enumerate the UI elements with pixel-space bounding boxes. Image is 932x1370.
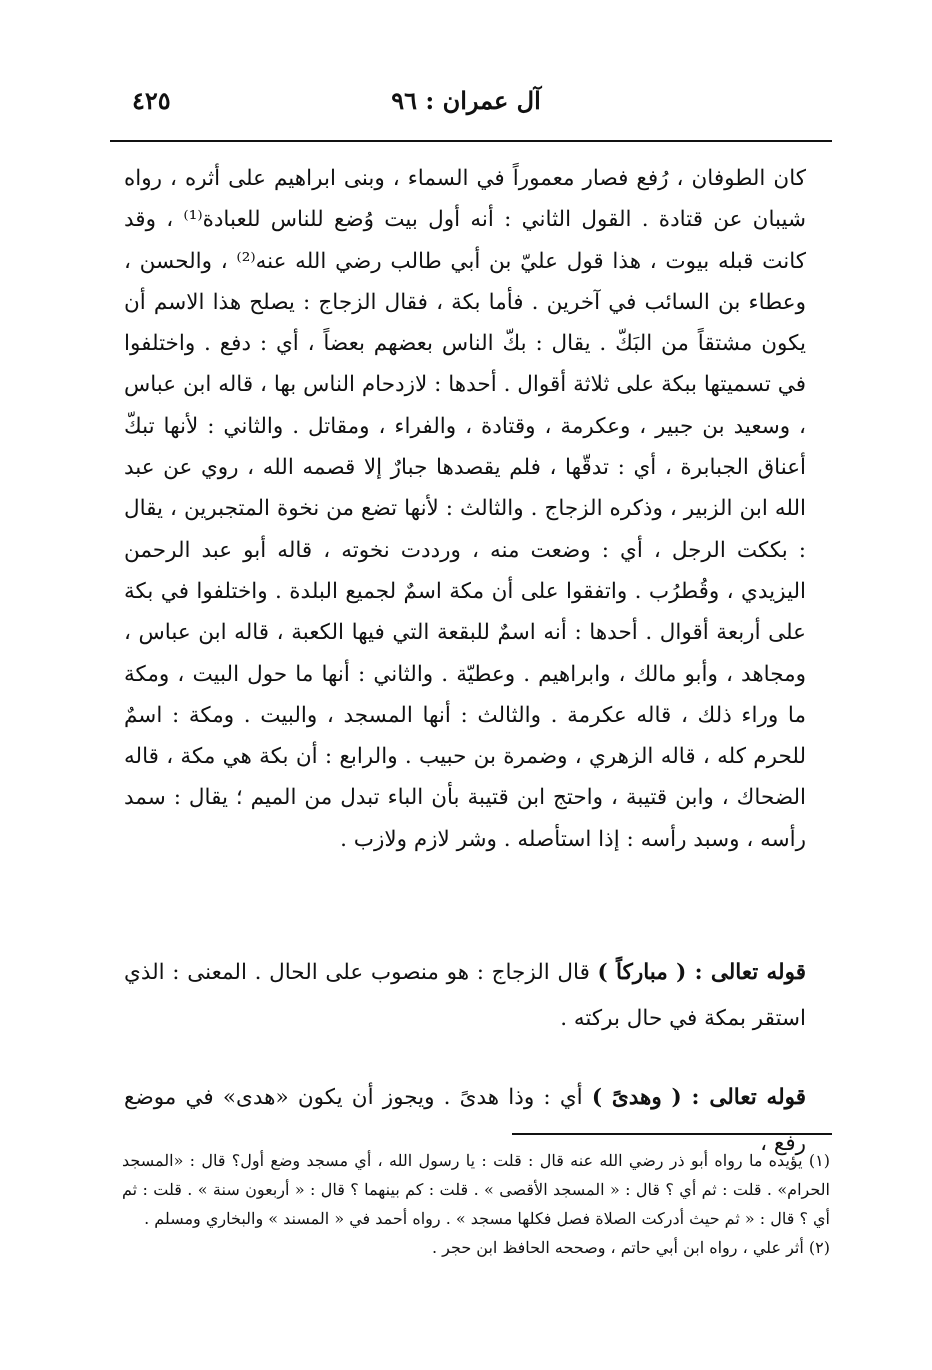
running-header <box>110 86 822 126</box>
verse-commentary-mubarakan <box>124 950 806 1042</box>
verse-commentary-text: أي : وذا هدىً . ويجوز أن يكون «هدى» في موضع رفع ، <box>124 1085 806 1156</box>
commentary-paragraph <box>124 950 806 1042</box>
footnotes <box>122 1146 830 1262</box>
verse-commentary-text: قال الزجاج : هو منصوب على الحال . المعنى : الذي استقر بمكة في حال بركته . <box>124 960 806 1031</box>
header-divider <box>110 140 832 142</box>
verse-quote-heading: قوله تعالى : ( مباركاً ) <box>597 960 806 985</box>
footnote-divider <box>512 1133 832 1135</box>
footnote-1: (١) يؤيده ما رواه أبو ذر رضي الله عنه قال : قلت : يا رسول الله ، أي مسجد وضع أول؟ قال : «المسجد الحرام» . قلت : ثم أي ؟ قال : « المسجد الأقصى » . قلت : كم بينهما ؟ قال : « أربعون سنة » . قلت : ثم أي ؟ قال : « ثم حيث أدركت الصلاة فصل فكلها مسجد » . رواه أحمد في « المسند » والبخاري ومسلم . <box>122 1151 830 1228</box>
surah-verse-title: آل عمران : ٩٦ <box>391 86 541 115</box>
commentary-paragraph: كان الطوفان ، رُفع فصار معموراً في السماء ، وبنى ابراهيم على أثره ، رواه شيبان عن قتادة . القول الثاني : أنه أول بيت وُضع للناس للعبادة⁽¹⁾ ، وقد كانت قبله بيوت ، هذا قول عليّ بن أبي طالب رضي الله عنه⁽²⁾ ، والحسن ، وعطاء بن السائب في آخرين . فأما بكة ، فقال الزجاج : يصلح هذا الاسم أن يكون مشتقاً من البَكّ . يقال : بكّ الناس بعضهم بعضاً ، أي : دفع . واختلفوا في تسميتها ببكة على ثلاثة أقوال . أحدها : لازدحام الناس بها ، قاله ابن عباس ، وسعيد بن جبير ، وعكرمة ، وقتادة ، والفراء ، ومقاتل . والثاني : لأنها تبكّ أعناق الجبابرة ، أي : تدقّها ، فلم يقصدها جبارٌ إلا قصمه الله ، روي عن عبد الله ابن الزبير ، وذكره الزجاج . والثالث : لأنها تضع من نخوة المتجبرين ، يقال : بككت الرجل ، أي : وضعت منه ، ورددت نخوته ، قاله أبو عبد الرحمن اليزيدي ، وقُطرُب . واتفقوا على أن مكة اسمٌ لجميع البلدة . واختلفوا في بكة على أربعة أقوال . أحدها : أنه اسمٌ للبقعة التي فيها الكعبة ، قاله ابن عباس ، ومجاهد ، وأبو مالك ، وابراهيم . وعطيّة . والثاني : أنها ما حول البيت ، ومكة ما وراء ذلك ، قاله عكرمة . والثالث : أنها المسجد ، والبيت . ومكة : اسمٌ للحرم كله ، قاله الزهري ، وضمرة بن حبيب . والرابع : أن بكة هي مكة ، قاله الضحاك ، وابن قتيبة ، واحتج ابن قتيبة بأن الباء تبدل من الميم ؛ يقال : سمد رأسه ، وسبد رأسه : إذا استأصله . وشر لازم ولازب . <box>124 166 807 852</box>
page-number: ٤٢٥ <box>132 86 171 115</box>
footnote-2: (٢) أثر علي ، رواه ابن أبي حاتم ، وصححه الحافظ ابن حجر . <box>431 1238 830 1257</box>
verse-quote-heading: قوله تعالى : ( وهدىً ) <box>591 1085 807 1110</box>
main-commentary-text <box>124 158 806 860</box>
